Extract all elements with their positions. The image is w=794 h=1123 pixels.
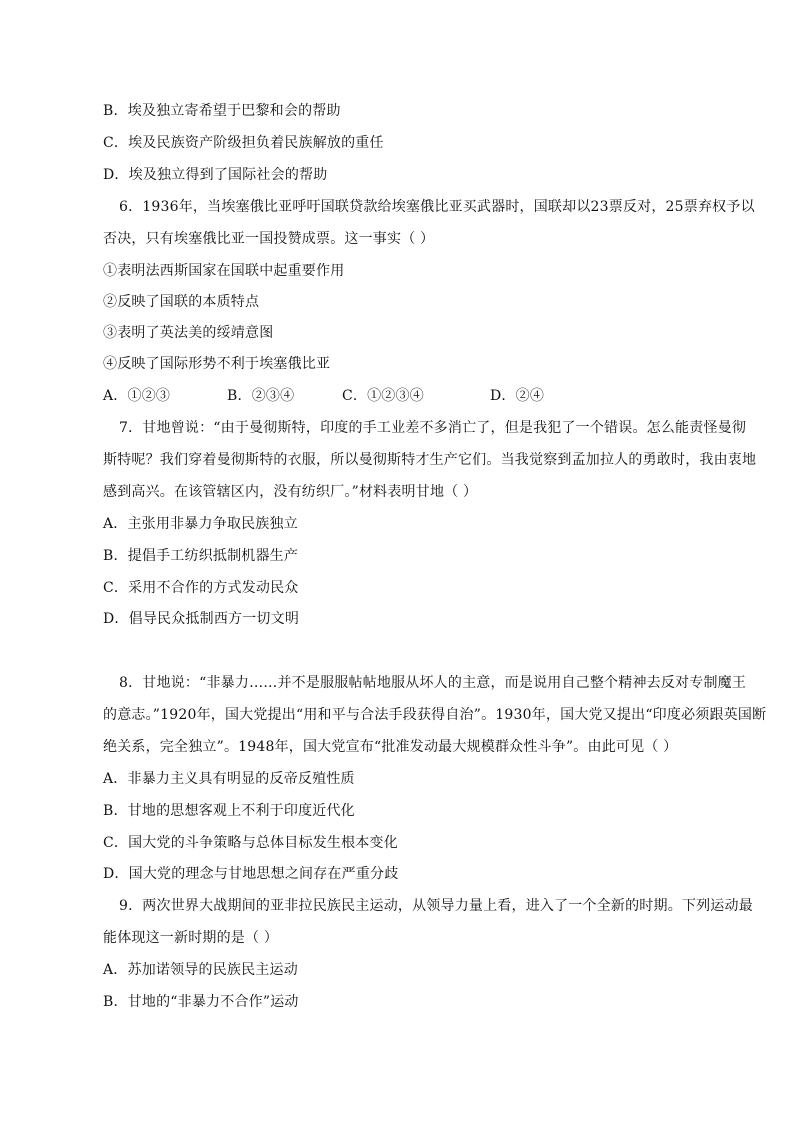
- q7-stem-line-3: 感到高兴。在该管辖区内，没有纺织厂。”材料表明甘地（ ）: [103, 484, 478, 500]
- q7-option-a: A．主张用非暴力争取民族独立: [103, 516, 298, 532]
- q7-option-b: B．提倡手工纺织抵制机器生产: [103, 548, 299, 564]
- q6-statement-3: ③表明了英法美的绥靖意图: [103, 325, 274, 341]
- q7-stem-line-1: 7．甘地曾说：“由于曼彻斯特，印度的手工业差不多消亡了，但是我犯了一个错误。怎么能责怪曼彻: [119, 420, 747, 436]
- q6-statement-4: ④反映了国际形势不利于埃塞俄比亚: [103, 356, 331, 372]
- q6-option-c: C．①②③④: [342, 388, 424, 404]
- q6-options-row: [103, 386, 544, 406]
- q8-option-d: D．国大党的理念与甘地思想之间存在严重分歧: [103, 866, 399, 882]
- q8-option-a: A．非暴力主义具有明显的反帝反殖性质: [103, 771, 355, 787]
- q9-stem-line-1: 9．两次世界大战期间的亚非拉民族民主运动，从领导力量上看，进入了一个全新的时期。下列运动最: [119, 898, 753, 914]
- q5-option-c: C．埃及民族资产阶级担负着民族解放的重任: [103, 135, 384, 151]
- q9-option-b: B．甘地的“非暴力不合作”运动: [103, 994, 299, 1010]
- q8-stem-line-3: 绝关系，完全独立”。1948年，国大党宣布“批准发动最大规模群众性斗争”。由此可见（ ）: [103, 739, 678, 755]
- q6-statement-1: ①表明法西斯国家在国联中起重要作用: [103, 263, 345, 279]
- q5-option-b: B．埃及独立寄希望于巴黎和会的帮助: [103, 103, 341, 119]
- q7-stem-line-2: 斯特呢？我们穿着曼彻斯特的衣服，所以曼彻斯特才生产它们。当我觉察到孟加拉人的勇敢时，我由衷地: [103, 452, 757, 468]
- q7-option-d: D．倡导民众抵制西方一切文明: [103, 611, 300, 627]
- q6-option-b: B．②③④: [227, 388, 295, 404]
- q8-option-c: C．国大党的斗争策略与总体目标发生根本变化: [103, 835, 398, 851]
- q7-option-c: C．采用不合作的方式发动民众: [103, 580, 299, 596]
- q9-option-a: A．苏加诺领导的民族民主运动: [103, 962, 298, 978]
- q6-option-d: D．②④: [490, 388, 545, 404]
- q6-statement-2: ②反映了国联的本质特点: [103, 294, 260, 310]
- q8-option-b: B．甘地的思想客观上不利于印度近代化: [103, 803, 355, 819]
- q6-option-a: A．①②③: [103, 388, 171, 404]
- q6-stem-line-2: 否决，只有埃塞俄比亚一国投赞成票。这一事实（ ）: [103, 231, 435, 247]
- q8-stem-line-2: 的意志。”1920年，国大党提出“用和平与合法手段获得自治”。1930年，国大党又提出“印度必须跟英国断: [103, 707, 767, 723]
- q6-stem-line-1: 6．1936年，当埃塞俄比亚呼吁国联贷款给埃塞俄比亚买武器时，国联却以23票反对，25票弃权予以: [119, 199, 755, 215]
- q9-stem-line-2: 能体现这一新时期的是（ ）: [103, 930, 279, 946]
- q5-option-d: D．埃及独立得到了国际社会的帮助: [103, 167, 328, 183]
- q8-stem-line-1: 8．甘地说：“非暴力……并不是服服帖帖地服从坏人的主意，而是说用自己整个精神去反对专制魔王: [119, 675, 747, 691]
